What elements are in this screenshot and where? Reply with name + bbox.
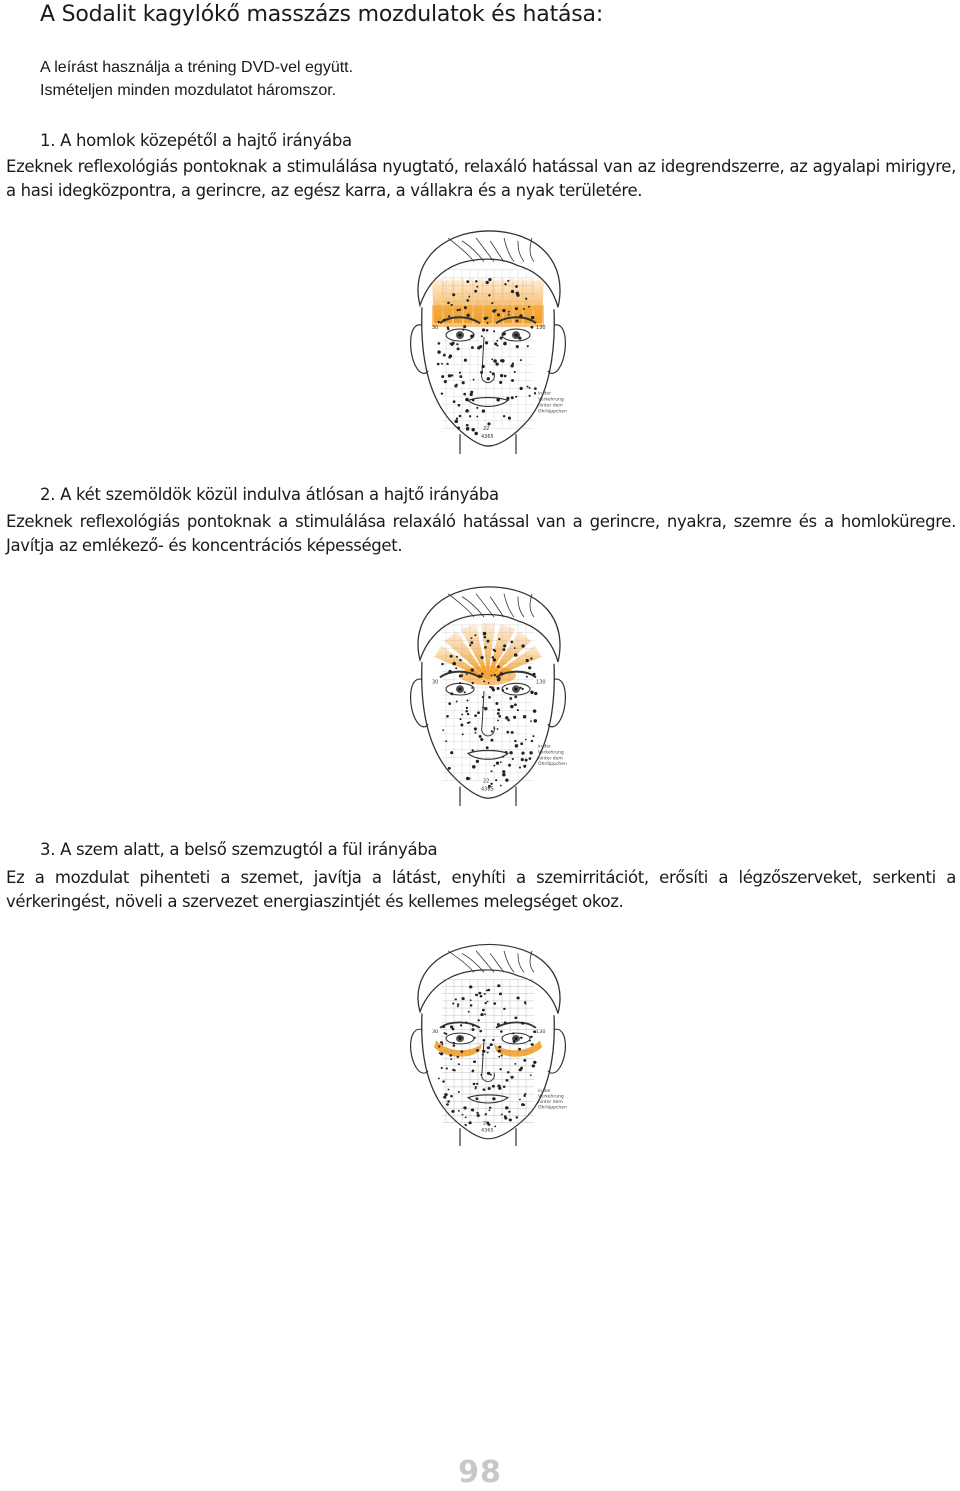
svg-text:Verkehrung: Verkehrung <box>538 397 564 403</box>
svg-text:Ohrläppchen: Ohrläppchen <box>538 409 567 415</box>
section-1-body: Ezeknek reflexológiás pontoknak a stimulálása nyugtató, relaxáló hatással van az idegrendszerre, az agyalapi mirigyre, a hasi idegközpontra, a gerincre, az egész karra, a vállakra és a nyak területére. <box>6 157 956 200</box>
svg-text:4365: 4365 <box>481 786 494 793</box>
page-title: A Sodalit kagylókő masszázs mozdulatok és hatása: <box>40 2 604 27</box>
page-number: 98 <box>458 1455 502 1490</box>
face-diagram-forehead <box>388 226 588 454</box>
side-note <box>538 391 567 415</box>
face-illustration <box>388 940 588 1146</box>
section-3-title: 3. A szem alatt, a belső szemzugtól a fül irányába <box>40 840 438 859</box>
svg-text:in der: in der <box>538 744 551 750</box>
hair-outline <box>418 944 560 1013</box>
face-diagram-under-eyes <box>388 940 588 1146</box>
svg-text:22: 22 <box>483 426 490 433</box>
svg-text:130: 130 <box>536 325 546 332</box>
svg-text:Ohrläppchen: Ohrläppchen <box>538 1105 567 1111</box>
svg-text:in der: in der <box>538 1089 552 1095</box>
side-note <box>538 744 567 767</box>
svg-text:Ohrläppchen: Ohrläppchen <box>538 762 567 768</box>
face-illustration <box>388 226 588 454</box>
svg-text:Verkehrung: Verkehrung <box>538 1094 564 1100</box>
svg-text:hinter dem: hinter dem <box>538 403 563 409</box>
side-note <box>538 1088 567 1110</box>
reference-grid <box>442 270 534 429</box>
svg-text:hinter dem: hinter dem <box>538 756 563 762</box>
svg-text:Verkehrung: Verkehrung <box>538 750 564 756</box>
intro-line-1: A leírást használja a tréning DVD-vel együtt. <box>40 59 354 76</box>
svg-text:4365: 4365 <box>481 1128 494 1134</box>
section-2-body: Ezeknek reflexológiás pontoknak a stimulálása relaxáló hatással van a gerincre, nyakra, szemre és a homloküregre. Javítja az emlékező- és koncentrációs képességet. <box>6 512 956 555</box>
svg-text:30: 30 <box>432 679 439 686</box>
svg-text:4365: 4365 <box>481 434 494 441</box>
section-3-body: Ez a mozdulat pihenteti a szemet, javítja a látást, enyhíti a szemirritációt, erősíti a légzőszerveket, serkenti a vérkeringést, növeli a szervezet energiaszintjét és kellemes melegséget okoz. <box>6 868 956 911</box>
svg-text:22: 22 <box>483 1121 490 1127</box>
svg-text:22: 22 <box>483 778 490 785</box>
section-1-title: 1. A homlok közepétől a hajtő irányába <box>40 131 352 150</box>
face-diagram-brows-diagonal <box>388 582 588 806</box>
svg-text:130: 130 <box>536 1030 546 1036</box>
intro-line-2: Ismételjen minden mozdulatot háromszor. <box>40 82 337 99</box>
svg-text:30: 30 <box>432 1030 439 1036</box>
massage-zone-highlight <box>434 623 541 685</box>
svg-text:in der: in der <box>538 391 551 397</box>
svg-text:130: 130 <box>536 679 546 686</box>
reference-grid <box>442 625 534 781</box>
svg-text:30: 30 <box>432 325 439 332</box>
svg-text:hinter dem: hinter dem <box>538 1100 563 1105</box>
face-illustration <box>388 582 588 806</box>
section-2-title: 2. A két szemöldök közül indulva átlósan a hajtő irányába <box>40 485 499 504</box>
